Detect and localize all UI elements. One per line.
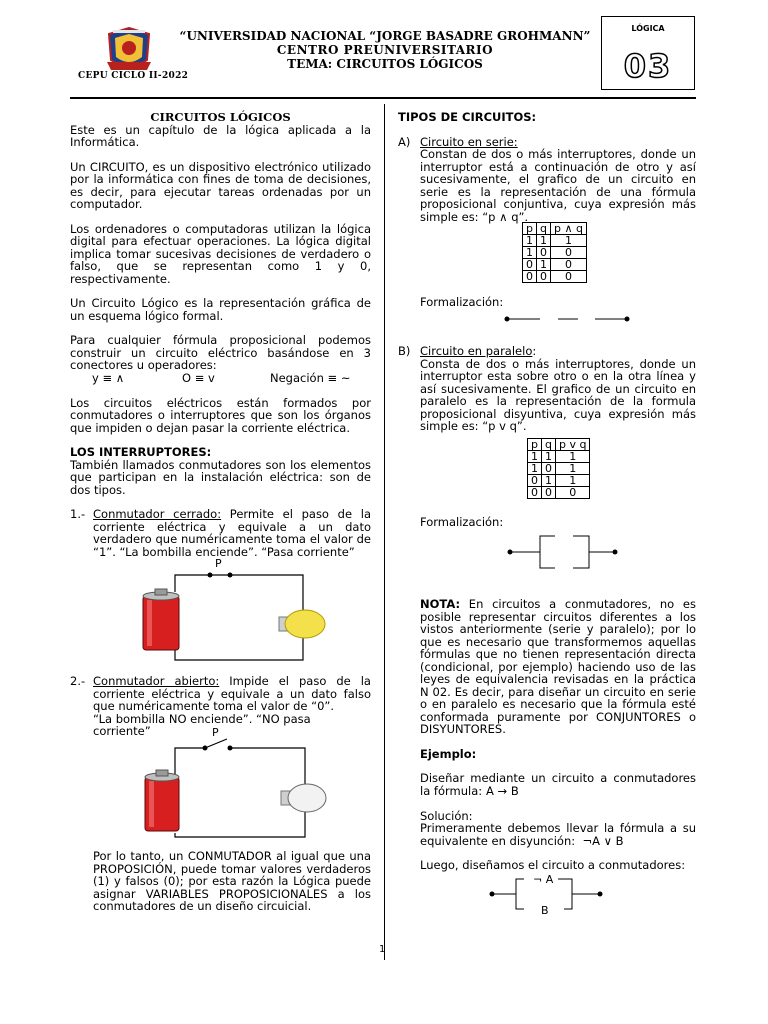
closed-wire-top <box>175 575 303 613</box>
truth-table-cell: 1 <box>542 475 556 487</box>
closed-switch-name: Conmutador cerrado: <box>93 507 222 521</box>
truth-table-row <box>523 235 587 247</box>
left-title: CIRCUITOS LÓGICOS <box>150 110 291 124</box>
switches-title: LOS INTERRUPTORES: <box>70 445 212 459</box>
truth-table-cell: 1 <box>551 235 587 247</box>
open-wire-bottom <box>175 809 305 837</box>
truth-table-cell: 1 <box>528 451 542 463</box>
truth-table-row <box>528 487 590 499</box>
truth-table-cell: 0 <box>551 247 587 259</box>
truth-table-cell: 0 <box>523 259 537 271</box>
truth-table-header-cell: q <box>537 223 551 235</box>
open-switch-text: Impide el paso de la corriente eléctrica y equivale a un dato falso que numéricamente toma el valor de “0”. <box>93 674 371 713</box>
conclusion-paragraph: Por lo tanto, un CONMUTADOR al igual que una PROPOSICIÓN, puede tomar valores verdaderos (1) y falsos (0); por esta razón la Lógica puede asignar VARIABLES PROPOSICIONALES a los conmutadores de un diseño circuicial. <box>93 849 371 913</box>
practice-number: 03 <box>623 47 673 85</box>
truth-table-cell: 1 <box>537 259 551 271</box>
subject-label: LÓGICA <box>631 24 665 33</box>
column-divider <box>384 104 385 960</box>
closed-switch-item <box>70 508 371 558</box>
left-column <box>70 111 371 496</box>
truth-table-cell: 1 <box>523 247 537 259</box>
operator-and: y ≡ ∧ <box>92 370 125 385</box>
truth-table-header-cell: p <box>528 439 542 451</box>
battery-icon <box>143 589 179 650</box>
truth-table-header-cell: p <box>523 223 537 235</box>
truth-table-row <box>523 271 587 283</box>
truth-table-cell: 1 <box>556 451 590 463</box>
unlit-bulb-icon <box>281 784 326 812</box>
paragraph-intro: Este es un capítulo de la lógica aplicada a la Informática. <box>70 122 371 149</box>
truth-table-cell: 1 <box>523 235 537 247</box>
truth-table-header <box>528 439 590 451</box>
note-paragraph <box>420 598 696 872</box>
parallel-branch-left <box>540 536 555 568</box>
truth-table-header-cell: p ∧ q <box>551 223 587 235</box>
operator-not: Negación ≡ ~ <box>270 370 351 385</box>
truth-table-cell: 0 <box>551 271 587 283</box>
closed-switch-label: P <box>215 557 222 570</box>
example-text: Diseñar mediante un circuito a conmutadores la fórmula: <box>420 771 696 798</box>
parallel-marker: B) <box>398 344 411 358</box>
open-contact-right <box>228 746 233 751</box>
open-switch-label: P <box>212 726 219 739</box>
truth-table-row <box>528 463 590 475</box>
page-number: 1 <box>379 944 386 955</box>
open-switch-diagram <box>135 725 335 840</box>
and-truth-table <box>522 222 587 283</box>
subject-box <box>601 16 695 90</box>
example-switch-a: ¬ A <box>533 873 554 886</box>
university-logo <box>103 26 155 74</box>
truth-table-cell: 1 <box>528 463 542 475</box>
switch-contact-left <box>208 573 213 578</box>
closed-switch-text: Permite el paso de la corriente eléctrica y equivale a un dato verdadero que numéricamente toma el valor de “1”. “La bombilla enciende”. “Pasa corriente” <box>93 507 372 559</box>
example-title: Ejemplo: <box>420 746 477 761</box>
truth-table-row <box>523 259 587 271</box>
series-text: Constan de dos o más interruptores, donde un interruptor está a continuación de otro y así sucesivamente, el grafico de un circuito en serie es la representación de una fórmula proposicional conjuntiva, cuya expresión más simple es: “p ∧ q”. <box>420 147 696 224</box>
topic-title: TEMA: CIRCUITOS LÓGICOS <box>287 57 483 71</box>
truth-table-header-cell: p v q <box>556 439 590 451</box>
series-formal-label: Formalización: <box>420 295 504 309</box>
operator-or: O ≡ v <box>182 370 215 385</box>
closed-switch-number: 1.- <box>70 507 86 521</box>
solution-text: Primeramente debemos llevar la fórmula a su equivalente en disyunción: ¬A ∨ B <box>420 821 696 848</box>
open-wire-left <box>175 748 205 775</box>
paragraph-elements: Los circuitos eléctricos están formados por conmutadores o interruptores que son los órganos que impiden o dejan pasar la corriente eléctrica. <box>70 395 371 435</box>
open-switch-lever <box>205 739 227 748</box>
open-wire-right <box>230 748 305 785</box>
open-switch-quote: “La bombilla NO enciende”. “NO pasa corriente” <box>93 711 311 738</box>
truth-table-cell: 0 <box>551 259 587 271</box>
series-marker: A) <box>398 134 411 149</box>
closed-wire-bottom <box>175 635 303 660</box>
operators-row <box>70 372 371 386</box>
truth-table-cell: 1 <box>537 235 551 247</box>
truth-table-cell: 0 <box>537 247 551 259</box>
truth-table-cell: 0 <box>528 487 542 499</box>
truth-table-cell: 1 <box>556 463 590 475</box>
parallel-section <box>398 345 696 433</box>
truth-table-row <box>523 247 587 259</box>
page-header <box>0 0 768 100</box>
paragraph-computers: Los ordenadores o computadoras utilizan la lógica digital para efectuar operaciones. La lógica digital implica tomar sucesivas decisiones de verdadero o falso, que se representan como 1 y 0, respectivamente. <box>70 221 371 286</box>
series-section <box>398 136 696 224</box>
truth-table-cell: 0 <box>542 463 556 475</box>
truth-table-row <box>528 451 590 463</box>
solution-title: Solución: <box>420 808 473 823</box>
paragraph-circuit: Un CIRCUITO, es un dispositivo electrónico utilizado por la informática con fines de toma de decisiones, es decir, para ejecutar tareas ordenadas por un computador. <box>70 159 371 211</box>
parallel-terminal-right <box>613 550 618 555</box>
truth-table-cell: 0 <box>528 475 542 487</box>
example-formula: A → B <box>486 784 519 798</box>
lit-bulb-icon <box>279 610 325 638</box>
university-name: “UNIVERSIDAD NACIONAL “JORGE BASADRE GROHMANN” <box>179 29 591 43</box>
closed-switch-diagram <box>135 555 335 665</box>
series-circuit-diagram <box>502 312 632 326</box>
switches-text: También llamados conmutadores son los elementos que participan en la instalación eléctrica: son de dos tipos. <box>70 457 371 497</box>
truth-table-cell: 0 <box>556 487 590 499</box>
solution-formula: ¬A ∨ B <box>582 833 624 848</box>
truth-table-cell: 0 <box>523 271 537 283</box>
center-name: CENTRO PREUNIVERSITARIO <box>276 43 494 57</box>
final-text: Luego, diseñamos el circuito a conmutadores: <box>420 858 686 872</box>
truth-table-header <box>523 223 587 235</box>
or-truth-table <box>527 438 590 499</box>
switch-contact-right <box>228 573 233 578</box>
parallel-formal-label: Formalización: <box>420 515 504 529</box>
parallel-title: Circuito en paralelo <box>420 344 533 358</box>
note-text: En circuitos a conmutadores, no es posible representar circuitos diferentes a los vistos anteriormente (serie y paralelo); por lo que es necesario que transformemos aquellas fórmulas que no tienen representación directa (condicional, por ejemplo) haciendo uso de las leyes de equivalencia revisadas en la práctica N 02. Es decir, para diseñar un circuito en serie o en paralelo es necesario que la fórmula esté conformada puramente por CONJUNTORES o DISYUNTORES. <box>420 597 696 736</box>
cycle-label: CEPU CICLO II-2022 <box>78 71 189 81</box>
open-switch-name: Conmutador abierto: <box>93 674 220 688</box>
truth-table-header-cell: q <box>542 439 556 451</box>
note-label: NOTA: <box>420 597 461 611</box>
truth-table-cell: 0 <box>537 271 551 283</box>
example-circuit-diagram <box>488 870 608 918</box>
parallel-colon: : <box>532 344 537 358</box>
parallel-branch-right <box>573 536 589 568</box>
parallel-circuit-diagram <box>505 534 620 572</box>
battery-icon <box>145 770 179 831</box>
example-switch-b: B <box>541 904 549 917</box>
open-switch-number: 2.- <box>70 674 86 688</box>
parallel-text: Consta de dos o más interruptores, donde un interruptor esta sobre otro o en la otra línea y así sucesivamente. El grafico de un circuito en paralelo es la representación de la formula proposicional disyuntiva, cuya expresión más simple es: “p v q”. <box>420 356 696 433</box>
example-branch-left <box>516 879 524 909</box>
truth-table-cell: 1 <box>556 475 590 487</box>
series-title: Circuito en serie: <box>420 134 518 149</box>
circuit-types-title: TIPOS DE CIRCUITOS: <box>398 110 537 124</box>
truth-table-row <box>528 475 590 487</box>
truth-table-cell: 1 <box>542 451 556 463</box>
paragraph-formula: Para cualquier fórmula proposicional podemos construir un circuito eléctrico basándose en 3 conectores u operadores: <box>70 333 371 372</box>
example-terminal-right <box>598 892 603 897</box>
series-terminal-right <box>625 317 630 322</box>
right-column-top <box>398 111 696 223</box>
truth-table-cell: 0 <box>542 487 556 499</box>
header-divider <box>70 97 696 99</box>
example-branch-right <box>564 879 572 909</box>
paragraph-logic-circuit: Un Circuito Lógico es la representación gráfica de un esquema lógico formal. <box>70 296 371 323</box>
